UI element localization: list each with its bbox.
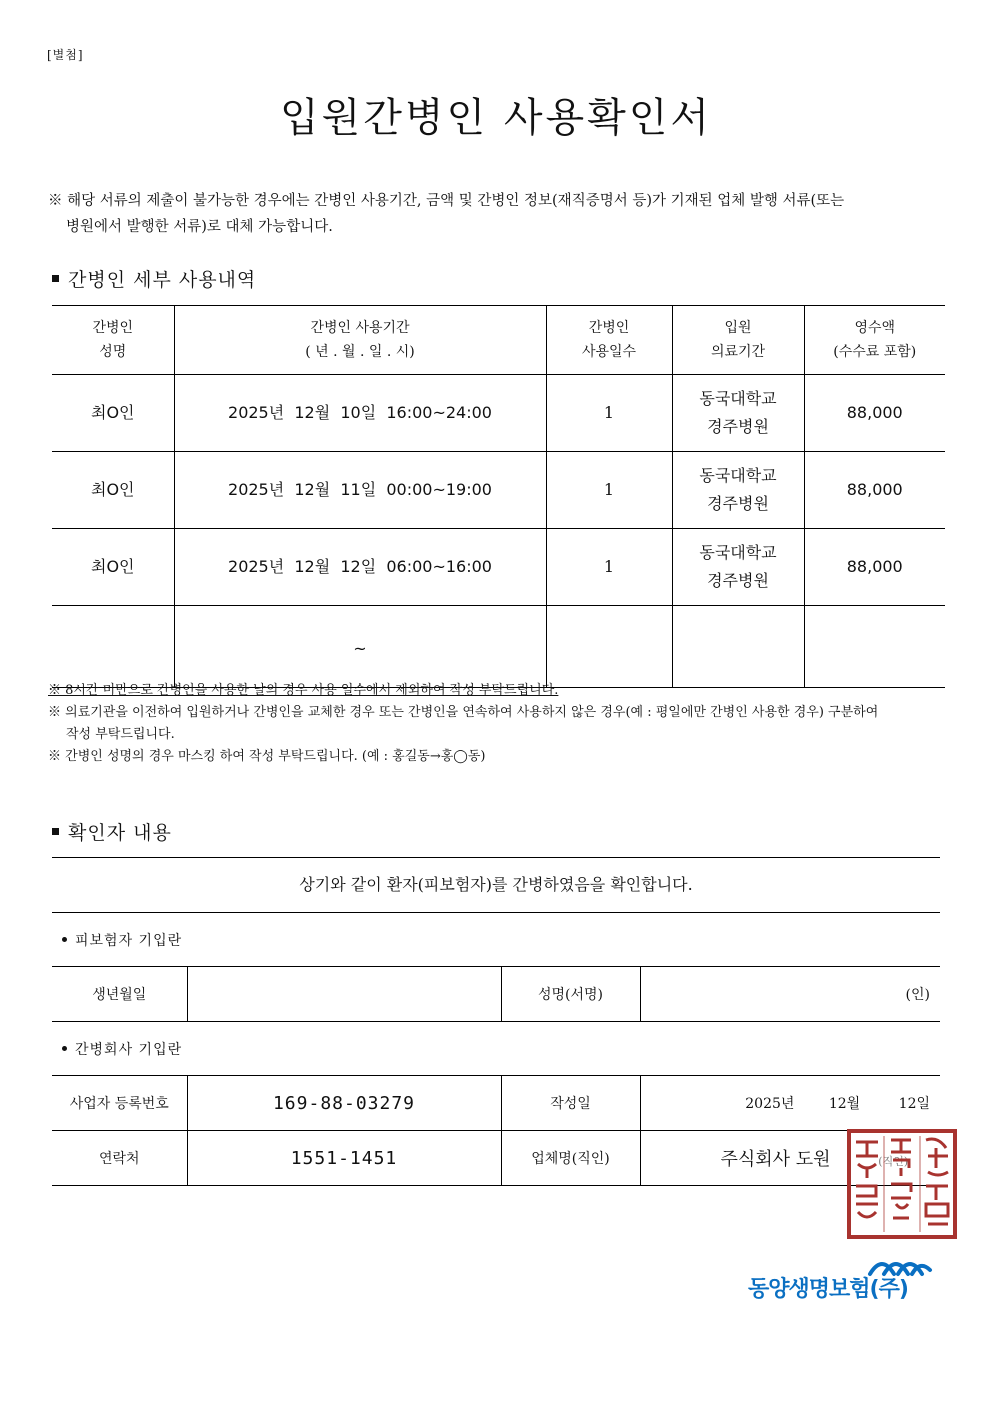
note-min-hours: ※ 8시간 미만으로 간병인을 사용한 날의 경우 사용 일수에서 제외하여 작성 부탁드립니다. — [48, 683, 559, 698]
company-row-2 — [52, 1131, 940, 1186]
name-sign-field[interactable] — [640, 967, 940, 1022]
confirm-section-heading — [52, 818, 172, 845]
insured-row — [52, 967, 940, 1022]
usage-section-heading-text: 간병인 세부 사용내역 — [68, 269, 257, 291]
top-note-line2: 병원에서 발행한 서류)로 대체 가능합니다. — [66, 219, 333, 235]
square-bullet-icon — [52, 828, 59, 835]
cell-days: 1 — [546, 452, 672, 529]
bullet-icon — [62, 1046, 67, 1051]
header-amount: 영수액 (수수료 포함) — [804, 306, 945, 375]
logo-text: 동양생명보험(주) — [748, 1277, 908, 1302]
date-month: 12월 — [828, 1096, 861, 1112]
usage-header-row — [52, 306, 945, 375]
cell-amount — [804, 606, 945, 688]
header-usage-period: 간병인 사용기간 ( 년 . 월 . 일 . 시) — [174, 306, 546, 375]
cell-hospital: 동국대학교 경주병원 — [672, 452, 804, 529]
table-row — [52, 529, 945, 606]
insured-heading — [62, 930, 182, 950]
page-title: 입원간병인 사용확인서 — [279, 95, 713, 141]
company-name-text: 주식회사 도원 — [720, 1149, 831, 1170]
cell-name: 최O인 — [52, 529, 174, 606]
header-caregiver-name: 간병인 성명 — [52, 306, 174, 375]
cell-hospital: 동국대학교 경주병원 — [672, 529, 804, 606]
seal-mark: (인) — [905, 987, 930, 1003]
top-note — [48, 188, 948, 240]
company-row-1 — [52, 1076, 940, 1131]
square-bullet-icon — [52, 275, 59, 282]
insured-form — [52, 966, 940, 1022]
cell-name — [52, 606, 174, 688]
company-heading-text: 간병회사 기입란 — [75, 1042, 183, 1058]
cell-period: 2025년 12월 12일 06:00~16:00 — [174, 529, 546, 606]
cell-period: 2025년 12월 11일 00:00~19:00 — [174, 452, 546, 529]
confirm-section-heading-text: 확인자 내용 — [68, 822, 172, 844]
company-form — [52, 1075, 940, 1186]
cell-hospital — [672, 606, 804, 688]
bizno-value: 169-88-03279 — [187, 1076, 501, 1131]
date-year: 2025년 — [745, 1096, 795, 1112]
contact-value: 1551-1451 — [187, 1131, 501, 1186]
birth-field[interactable] — [187, 967, 501, 1022]
bullet-icon — [62, 937, 67, 942]
cell-hospital: 동국대학교 경주병원 — [672, 375, 804, 452]
company-logo — [748, 1250, 948, 1308]
cell-name: 최O인 — [52, 375, 174, 452]
confirm-statement: 상기와 같이 환자(피보험자)를 간병하였음을 확인합니다. — [299, 875, 693, 894]
birth-label: 생년월일 — [52, 967, 187, 1022]
divider — [52, 857, 940, 858]
attachment-label: [별첨] — [47, 48, 84, 62]
cell-name: 최O인 — [52, 452, 174, 529]
contact-label: 연락처 — [52, 1131, 187, 1186]
note-transfer-line1: ※ 의료기관을 이전하여 입원하거나 간병인을 교체한 경우 또는 간병인을 연속하여 사용하지 않은 경우(예 : 평일에만 간병인 사용한 경우) 구분하여 — [48, 705, 879, 720]
cell-days: 1 — [546, 529, 672, 606]
table-row — [52, 375, 945, 452]
cell-amount: 88,000 — [804, 375, 945, 452]
insured-heading-text: 피보험자 기입란 — [75, 933, 183, 949]
note-transfer-line2: 작성 부탁드립니다. — [66, 727, 175, 742]
date-day: 12일 — [898, 1096, 930, 1112]
company-heading — [62, 1039, 182, 1059]
cell-days: 1 — [546, 375, 672, 452]
bizno-label: 사업자 등록번호 — [52, 1076, 187, 1131]
cell-period: ~ — [174, 606, 546, 688]
cell-days — [546, 606, 672, 688]
usage-table — [52, 305, 945, 688]
company-name-label: 업체명(직인) — [501, 1131, 640, 1186]
cell-amount: 88,000 — [804, 452, 945, 529]
header-usage-days: 간병인 사용일수 — [546, 306, 672, 375]
top-note-line1: ※ 해당 서류의 제출이 불가능한 경우에는 간병인 사용기간, 금액 및 간병인 정보(재직증명서 등)가 기재된 업체 발행 서류(또는 — [48, 193, 845, 209]
company-seal-icon — [846, 1128, 958, 1240]
name-sign-label: 성명(서명) — [501, 967, 640, 1022]
header-hospital: 입원 의료기간 — [672, 306, 804, 375]
note-masking: ※ 간병인 성명의 경우 마스킹 하여 작성 부탁드립니다. (예 : 홍길동→홍◯동) — [48, 749, 486, 764]
seal-hint: (직인) — [878, 1155, 909, 1168]
divider — [52, 912, 940, 913]
cell-amount: 88,000 — [804, 529, 945, 606]
cell-period: 2025년 12월 10일 16:00~24:00 — [174, 375, 546, 452]
date-value — [640, 1076, 940, 1131]
usage-section-heading — [52, 265, 256, 292]
date-label: 작성일 — [501, 1076, 640, 1131]
table-row — [52, 452, 945, 529]
table-row — [52, 606, 945, 688]
usage-notes — [48, 680, 948, 768]
